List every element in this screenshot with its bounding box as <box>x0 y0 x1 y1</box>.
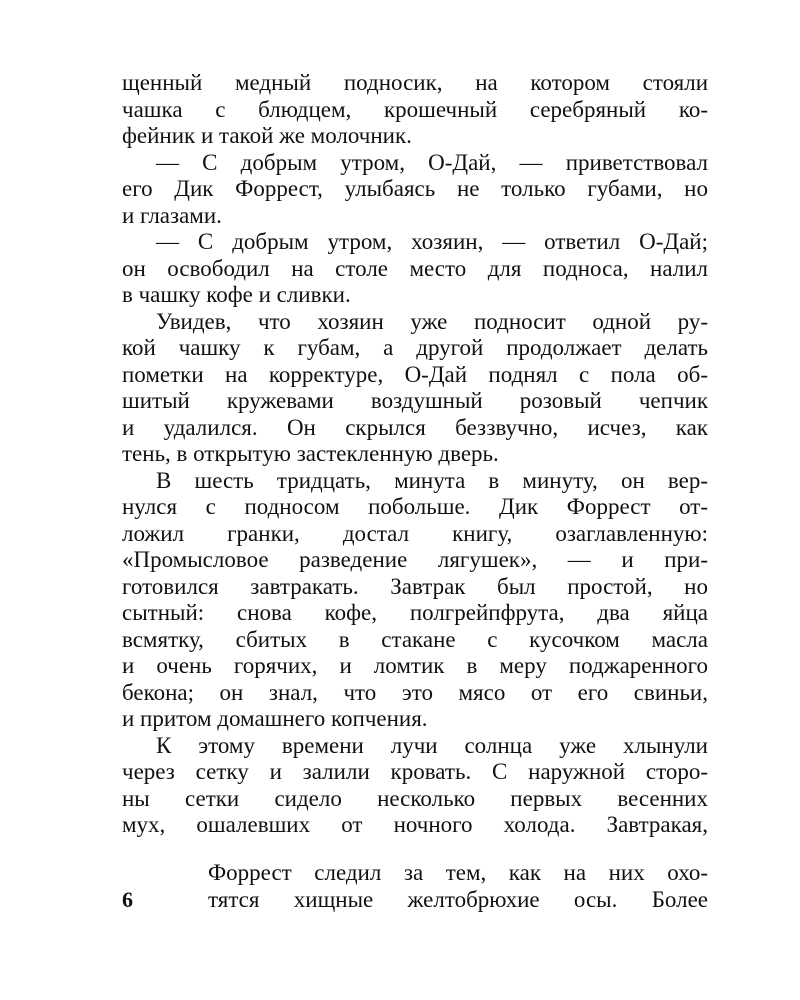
text-line: щенный медный подносик, на котором стояли <box>122 70 708 95</box>
text-line: Увидев, что хозяин уже подносит одной ру- <box>156 308 708 334</box>
text-line: кой чашку к губам, а другой продолжает делать <box>122 335 708 360</box>
text-line: он освободил на столе место для подноса, налил <box>122 255 708 281</box>
text-line: ны сетки сидело несколько первых весенних <box>122 785 708 811</box>
body-text <box>122 70 708 839</box>
text-line: — С добрым утром, хозяин, — ответил О-Дай; <box>156 229 708 254</box>
page-footer <box>122 860 708 920</box>
text-line: В шесть тридцать, минута в минуту, он вер- <box>156 467 708 493</box>
text-line: и удалился. Он скрылся беззвучно, исчез, как <box>122 414 708 440</box>
text-line: К этому времени лучи солнца уже хлынули <box>156 732 708 758</box>
text-line: ложил гранки, достал книгу, озаглавленную: <box>122 520 708 546</box>
text-line: — С добрым утром, О-Дай, — приветствовал <box>156 149 708 175</box>
text-line: и очень горячих, и ломтик в меру поджаренного <box>122 653 708 678</box>
text-line: «Промысловое разведение лягушек», — и при- <box>122 547 708 572</box>
page-number: 6 <box>122 886 133 912</box>
text-line: всмятку, сбитых в стакане с кусочком масла <box>122 626 708 652</box>
text-line: его Дик Форрест, улыбаясь не только губами, но <box>122 176 708 201</box>
text-line: мух, ошалевших от ночного холода. Завтракая, <box>122 812 708 837</box>
text-line: готовился завтракать. Завтрак был простой, но <box>122 573 708 599</box>
text-line: и притом домашнего копчения. <box>122 706 428 731</box>
text-line: бекона; он знал, что это мясо от его свиньи, <box>122 679 708 705</box>
text-line: и глазами. <box>122 202 222 228</box>
text-line: шитый кружевами воздушный розовый чепчик <box>122 388 708 413</box>
text-line: нулся с подносом побольше. Дик Форрест от- <box>122 494 708 519</box>
text-line: сытный: снова кофе, полгрейпфрута, два яйца <box>122 600 708 625</box>
text-line: тень, в открытую застекленную дверь. <box>122 441 499 466</box>
text-line: в чашку кофе и сливки. <box>122 282 351 307</box>
text-line: через сетку и залили кровать. С наружной сторо- <box>122 759 708 784</box>
text-line: фейник и такой же молочник. <box>122 123 412 148</box>
text-line: чашка с блюдцем, крошечный серебряный ко- <box>122 96 708 122</box>
text-line: Форрест следил за тем, как на них охо- <box>208 860 708 885</box>
text-line: пометки на корректуре, О-Дай поднял с пола об- <box>122 361 708 387</box>
text-line: тятся хищные желтобрюхие осы. Более <box>208 886 708 912</box>
